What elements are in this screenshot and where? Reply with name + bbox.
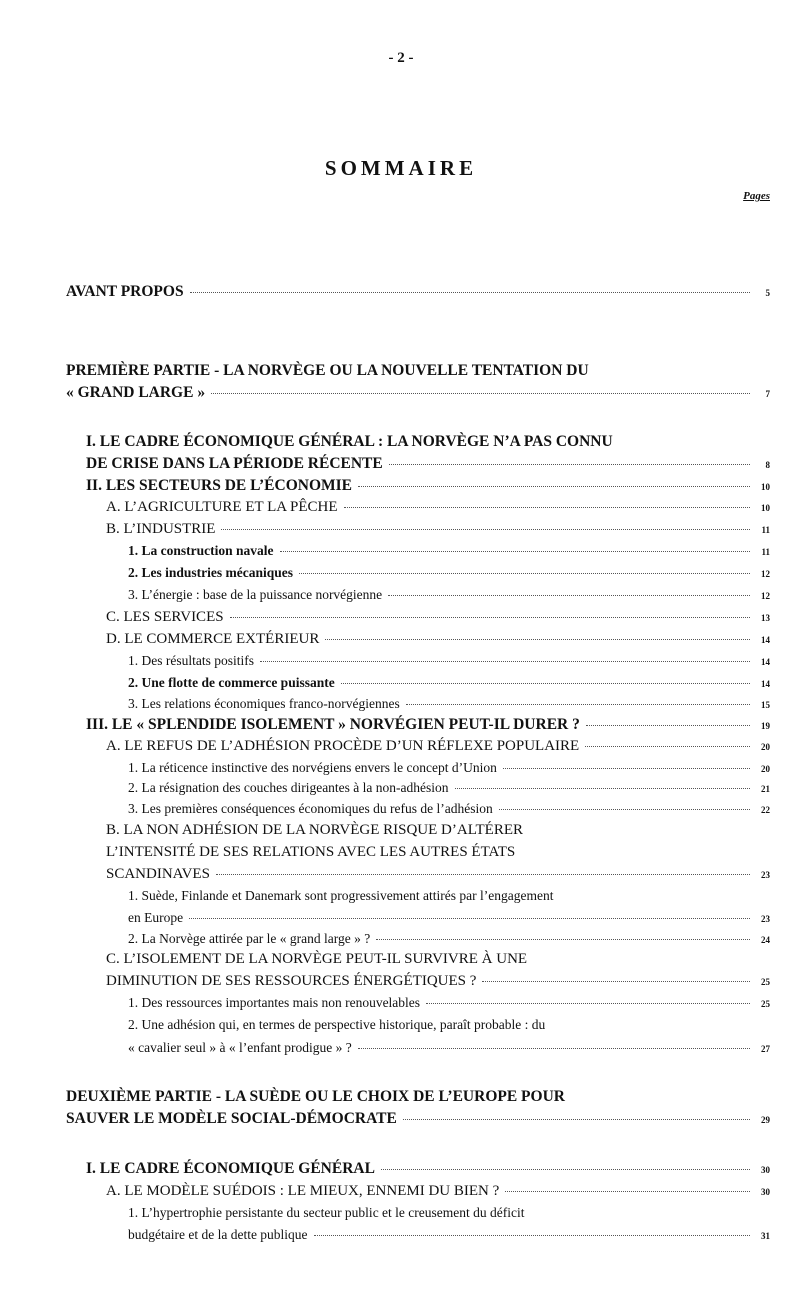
toc-entry-part-one-line1: PREMIÈRE PARTIE - LA NORVÈGE OU LA NOUVELLE TENTATION DU [66,362,589,379]
toc-entry-agriculture[interactable]: A. L’AGRICULTURE ET LA PÊCHE 10 [106,499,770,515]
toc-entry-reticence-instinctive[interactable]: 1. La réticence instinctive des norvégiens envers le concept d’Union 20 [128,760,770,775]
toc-entry-isolement-line1: C. L’ISOLEMENT DE LA NORVÈGE PEUT-IL SURVIVRE À UNE [106,951,528,967]
toc-entry-resultats-positifs[interactable]: 1. Des résultats positifs 14 [128,653,770,668]
toc-entry-ressources-importantes[interactable]: 1. Des ressources importantes mais non renouvelables 25 [128,995,770,1010]
toc-entry-relations-franco-norvegiennes[interactable]: 3. Les relations économiques franco-norvégiennes 15 [128,696,770,711]
toc-entry-section-i-line1: I. LE CADRE ÉCONOMIQUE GÉNÉRAL : LA NORVÈGE N’A PAS CONNU [86,433,613,450]
toc-entry-modele-suedois[interactable]: A. LE MODÈLE SUÉDOIS : LE MIEUX, ENNEMI DU BIEN ? 30 [106,1183,770,1199]
toc-entry-refus-adhesion[interactable]: A. LE REFUS DE L’ADHÉSION PROCÈDE D’UN RÉFLEXE POPULAIRE 20 [106,738,770,754]
toc-entry-non-adhesion-line2: L’INTENSITÉ DE SES RELATIONS AVEC LES AUTRES ÉTATS [106,844,516,860]
toc-entry-industries-mecaniques[interactable]: 2. Les industries mécaniques 12 [128,565,770,580]
toc-entry-flotte-commerce[interactable]: 2. Une flotte de commerce puissante 14 [128,675,770,690]
toc-entry-industrie[interactable]: B. L’INDUSTRIE 11 [106,521,770,537]
toc-entry-norvege-grand-large[interactable]: 2. La Norvège attirée par le « grand large » ? 24 [128,931,770,946]
toc-entry-section-i[interactable]: DE CRISE DANS LA PÉRIODE RÉCENTE 8 [86,455,770,472]
toc-entry-services[interactable]: C. LES SERVICES 13 [106,609,770,625]
toc-entry-part-two-line1: DEUXIÈME PARTIE - LA SUÈDE OU LE CHOIX DE L’EUROPE POUR [66,1088,565,1105]
toc-entry-suede-finlande[interactable]: en Europe 23 [128,910,770,925]
toc-entry-section-iii[interactable]: III. LE « SPLENDIDE ISOLEMENT » NORVÉGIEN PEUT-IL DURER ? 19 [86,716,770,733]
page-title: SOMMAIRE [324,156,478,180]
toc-entry-hypertrophie-line1: 1. L’hypertrophie persistante du secteur public et le creusement du déficit [128,1205,525,1220]
toc-entry-suede-finlande-line1: 1. Suède, Finlande et Danemark sont progressivement attirés par l’engagement [128,888,554,903]
toc-entry-hypertrophie[interactable]: budgétaire et de la dette publique 31 [128,1227,770,1242]
toc-entry-isolement[interactable]: DIMINUTION DE SES RESSOURCES ÉNERGÉTIQUES ? 25 [106,973,770,989]
toc-entry-construction-navale[interactable]: 1. La construction navale 11 [128,543,770,558]
toc-entry-adhesion-probable[interactable]: « cavalier seul » à « l’enfant prodigue » ? 27 [128,1040,770,1055]
toc-entry-non-adhesion[interactable]: SCANDINAVES 23 [106,866,770,882]
toc-entry-part-two[interactable]: SAUVER LE MODÈLE SOCIAL-DÉMOCRATE 29 [66,1110,770,1127]
toc-entry-part-one[interactable]: « GRAND LARGE » 7 [66,384,770,401]
toc-entry-commerce-exterieur[interactable]: D. LE COMMERCE EXTÉRIEUR 14 [106,631,770,647]
toc-entry-section-ii[interactable]: II. LES SECTEURS DE L’ÉCONOMIE 10 [86,477,770,494]
page-number: - 2 - [388,50,414,66]
toc-entry-non-adhesion-line1: B. LA NON ADHÉSION DE LA NORVÈGE RISQUE D’ALTÉRER [106,822,523,838]
toc-entry-part-two-section-i[interactable]: I. LE CADRE ÉCONOMIQUE GÉNÉRAL 30 [86,1160,770,1177]
pages-column-label: Pages [743,190,770,202]
toc-entry-avant-propos[interactable]: AVANT PROPOS 5 [66,283,770,300]
toc-entry-resignation-dirigeantes[interactable]: 2. La résignation des couches dirigeantes à la non-adhésion 21 [128,780,770,795]
toc-entry-energie[interactable]: 3. L’énergie : base de la puissance norvégienne 12 [128,587,770,602]
toc-entry-adhesion-probable-line1: 2. Une adhésion qui, en termes de perspective historique, paraît probable : du [128,1017,546,1032]
toc-entry-premieres-consequences[interactable]: 3. Les premières conséquences économiques du refus de l’adhésion 22 [128,801,770,816]
